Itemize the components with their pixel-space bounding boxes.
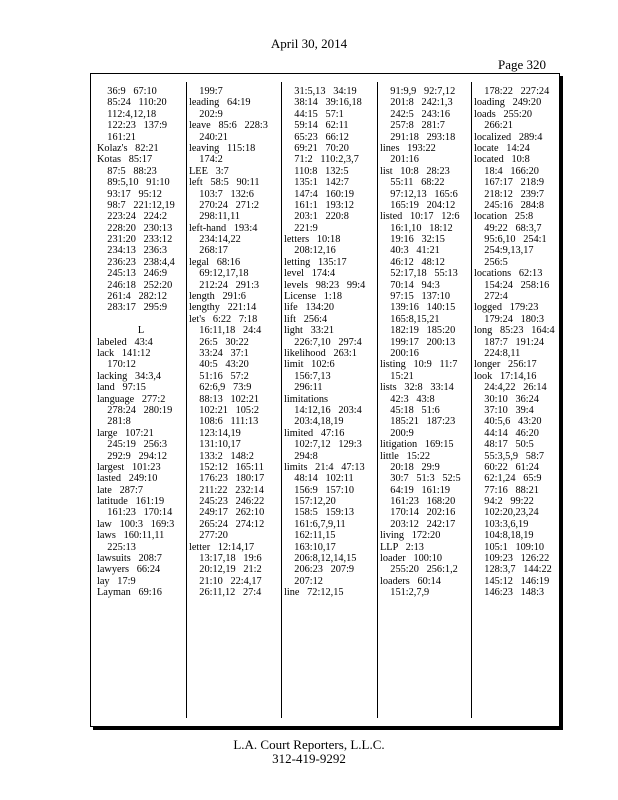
index-entry-line: 110:8 132:5 <box>284 165 349 177</box>
index-entry-line: 200:16 <box>380 347 419 359</box>
index-entry-line: 30:7 51:3 52:5 <box>380 473 461 485</box>
index-entry-line: 52:17,18 55:13 <box>380 268 458 280</box>
column-divider <box>186 82 187 718</box>
index-entry-line: likelihood 263:1 <box>284 347 357 359</box>
index-entry-line: 93:17 95:12 <box>97 188 162 200</box>
index-entry-line: listed 10:17 12:6 <box>380 211 460 223</box>
index-entry-line: 55:11 68:22 <box>380 177 445 189</box>
index-entry-line: 201:8 242:1,3 <box>380 97 453 109</box>
index-entry-line: 203:1 220:8 <box>284 211 349 223</box>
index-entry-line: Kotas 85:17 <box>97 154 153 166</box>
index-entry-line: 104:8,18,19 <box>474 530 534 542</box>
footer-phone: 312-419-9292 <box>272 751 346 766</box>
index-entry-line: light 33:21 <box>284 325 335 337</box>
index-entry-line: loads 255:20 <box>474 108 533 120</box>
index-entry-line: locate 14:24 <box>474 142 530 154</box>
index-entry-line: look 17:14,16 <box>474 370 537 382</box>
index-entry-line: 87:5 88:23 <box>97 165 157 177</box>
index-entry-line: loaders 60:14 <box>380 575 441 587</box>
section-letter: L <box>137 325 145 337</box>
index-entry-line: 95:6,10 254:1 <box>474 234 547 246</box>
index-entry-line: 249:17 262:10 <box>189 507 265 519</box>
index-entry-line: 55:3,5,9 58:7 <box>474 450 545 462</box>
index-entry-line: 18:4 166:20 <box>474 165 539 177</box>
index-entry-line: 37:10 39:4 <box>474 404 534 416</box>
index-entry-line: 221:9 <box>284 222 318 234</box>
index-entry-line: 30:10 36:24 <box>474 393 539 405</box>
index-entry-line: 187:7 191:24 <box>474 336 545 348</box>
index-entry-line: lack 141:12 <box>97 347 151 359</box>
index-entry-line: 40:5 43:20 <box>189 359 249 371</box>
index-entry-line: little 15:22 <box>380 450 431 462</box>
index-entry-line: 255:20 256:1,2 <box>380 564 458 576</box>
index-entry-line: 48:14 102:11 <box>284 473 354 485</box>
index-entry-line: line 72:12,15 <box>284 587 344 599</box>
index-entry-line: 176:23 180:17 <box>189 473 265 485</box>
index-entry-line: 185:21 187:23 <box>380 416 456 428</box>
index-entry-line: 71:2 110:2,3,7 <box>284 154 359 166</box>
index-entry-line: 294:8 <box>284 450 318 462</box>
index-entry-line: 44:15 57:1 <box>284 108 344 120</box>
index-entry-line: 94:2 99:22 <box>474 496 534 508</box>
index-entry-line: 182:19 185:20 <box>380 325 456 337</box>
index-entry-line: 77:16 88:21 <box>474 484 539 496</box>
index-entry-line: litigation 169:15 <box>380 439 454 451</box>
index-entry-line: 26:5 30:22 <box>189 336 249 348</box>
column-divider <box>281 82 282 718</box>
index-entry-line: 20:12,19 21:2 <box>189 564 262 576</box>
index-entry-line: 245:13 246:9 <box>97 268 168 280</box>
index-entry-line: 208:12,16 <box>284 245 336 257</box>
index-entry-line: 60:22 61:24 <box>474 461 539 473</box>
index-entry-line: labeled 43:4 <box>97 336 153 348</box>
index-entry-line: 151:2,7,9 <box>380 587 430 599</box>
index-entry-line: 48:17 50:5 <box>474 439 534 451</box>
index-entry-line: lengthy 221:14 <box>189 302 257 314</box>
index-entry-line: 42:3 43:8 <box>380 393 435 405</box>
index-entry-line: 69:12,17,18 <box>189 268 249 280</box>
index-entry-line: let's 6:22 7:18 <box>189 313 258 325</box>
index-entry-line: 281:8 <box>97 416 131 428</box>
index-entry-line: 156:9 157:10 <box>284 484 355 496</box>
index-entry-line: 245:23 246:22 <box>189 496 265 508</box>
index-entry-line: locations 62:13 <box>474 268 543 280</box>
index-column-1 <box>97 86 185 599</box>
index-entry-line: lines 193:22 <box>380 142 436 154</box>
index-entry-line: 97:15 137:10 <box>380 291 451 303</box>
index-entry-line: lift 256:4 <box>284 313 328 325</box>
index-entry-line: life 134:20 <box>284 302 335 314</box>
index-entry-line: 228:20 230:13 <box>97 222 173 234</box>
index-entry-line: 272:4 <box>474 291 508 303</box>
index-entry-line: latitude 161:19 <box>97 496 165 508</box>
index-entry-line: leave 85:6 228:3 <box>189 120 268 132</box>
index-entry-line: 236:23 238:4,4 <box>97 256 175 268</box>
index-entry-line: 161:21 <box>97 131 136 143</box>
index-entry-line: largest 101:23 <box>97 461 161 473</box>
index-entry-line: length 291:6 <box>189 291 246 303</box>
index-entry-line: loading 249:20 <box>474 97 542 109</box>
index-entry-line: 291:18 293:18 <box>380 131 456 143</box>
index-entry-line: 265:24 274:12 <box>189 518 265 530</box>
index-entry-line: 102:7,12 129:3 <box>284 439 362 451</box>
index-entry-line: late 287:7 <box>97 484 144 496</box>
index-entry-line: 283:17 295:9 <box>97 302 168 314</box>
index-entry-line: 51:16 57:2 <box>189 370 249 382</box>
index-entry-line: 246:18 252:20 <box>97 279 173 291</box>
index-entry-line: levels 98:23 99:4 <box>284 279 366 291</box>
index-entry-line: 162:11,15 <box>284 530 336 542</box>
index-entry-line: localized 289:4 <box>474 131 543 143</box>
index-entry-line: 161:6,7,9,11 <box>284 518 346 530</box>
index-entry-line: 44:14 46:20 <box>474 427 539 439</box>
index-entry-line: 16:1,10 18:12 <box>380 222 453 234</box>
index-entry-line: 21:10 22:4,17 <box>189 575 262 587</box>
index-entry-line: lists 32:8 33:14 <box>380 382 454 394</box>
index-entry-line: 103:3,6,19 <box>474 518 529 530</box>
index-entry-line: LEE 3:7 <box>189 165 229 177</box>
index-entry-line: 170:12 <box>97 359 136 371</box>
index-entry-line: 161:23 170:14 <box>97 507 173 519</box>
index-entry-line: 156:7,13 <box>284 370 331 382</box>
index-entry-line: 133:2 148:2 <box>189 450 254 462</box>
index-column-3 <box>284 86 376 599</box>
index-entry-line: 245:19 256:3 <box>97 439 168 451</box>
index-entry-line: 45:18 51:6 <box>380 404 440 416</box>
index-entry-line: 212:24 291:3 <box>189 279 260 291</box>
index-entry-line: 70:14 94:3 <box>380 279 440 291</box>
index-entry-line: located 10:8 <box>474 154 530 166</box>
index-entry-line: 207:12 <box>284 575 323 587</box>
index-entry-line: 278:24 280:19 <box>97 404 173 416</box>
index-entry-line: 122:23 137:9 <box>97 120 168 132</box>
index-entry-line: limitations <box>284 393 329 405</box>
index-entry-line: list 10:8 28:23 <box>380 165 450 177</box>
index-entry-line: 62:1,24 65:9 <box>474 473 542 485</box>
index-entry-line: 199:7 <box>189 86 223 97</box>
index-entry-line: 152:12 165:11 <box>189 461 264 473</box>
index-entry-line: 256:5 <box>474 256 508 268</box>
index-entry-line: 15:21 <box>380 370 414 382</box>
index-entry-line: 135:1 142:7 <box>284 177 349 189</box>
index-entry-line: 268:17 <box>189 245 228 257</box>
index-entry-line: 199:17 200:13 <box>380 336 456 348</box>
index-entry-line: 231:20 233:12 <box>97 234 173 246</box>
index-entry-line: 234:14,22 <box>189 234 241 246</box>
index-entry-line: leaving 115:18 <box>189 142 256 154</box>
index-entry-line: 165:8,15,21 <box>380 313 440 325</box>
index-entry-line: 36:9 67:10 <box>97 86 157 97</box>
page-number: Page 320 <box>497 57 546 72</box>
index-column-4 <box>380 86 472 599</box>
index-entry-line: 91:9,9 92:7,12 <box>380 86 456 97</box>
index-entry-line: 131:10,17 <box>189 439 241 451</box>
index-entry-line: 161:23 168:20 <box>380 496 456 508</box>
index-entry-line: limit 102:6 <box>284 359 335 371</box>
index-entry-line: 98:7 221:12,19 <box>97 199 175 211</box>
index-entry-line: Kolaz's 82:21 <box>97 142 159 154</box>
index-entry-line: 242:5 243:16 <box>380 108 451 120</box>
index-entry-line: 109:23 126:22 <box>474 553 550 565</box>
index-entry-line: 14:12,16 203:4 <box>284 404 362 416</box>
index-entry-line: lasted 249:10 <box>97 473 158 485</box>
index-entry-line: law 100:3 169:3 <box>97 518 175 530</box>
index-entry-line: level 174:4 <box>284 268 336 280</box>
index-entry-line: 103:7 132:6 <box>189 188 254 200</box>
index-entry-line: 123:14,19 <box>189 427 241 439</box>
index-entry-line: loader 100:10 <box>380 553 443 565</box>
index-entry-line: letters 10:18 <box>284 234 341 246</box>
index-entry-line: LLP 2:13 <box>380 541 424 553</box>
index-entry-line: 211:22 232:14 <box>189 484 264 496</box>
index-entry-line: lawsuits 208:7 <box>97 553 162 565</box>
index-entry-line: 261:4 282:12 <box>97 291 168 303</box>
index-entry-line: lawyers 66:24 <box>97 564 161 576</box>
index-entry-line: letting 135:17 <box>284 256 347 268</box>
index-entry-line: 49:22 68:3,7 <box>474 222 542 234</box>
index-entry-line: 206:23 207:9 <box>284 564 355 576</box>
index-entry-line: limited 47:16 <box>284 427 345 439</box>
index-entry-line: 102:20,23,24 <box>474 507 539 519</box>
index-entry-line: listing 10:9 11:7 <box>380 359 458 371</box>
index-entry-line: 40:3 41:21 <box>380 245 440 257</box>
index-entry-line: 157:12,20 <box>284 496 336 508</box>
page-date: April 30, 2014 <box>270 36 348 51</box>
index-entry-line: 88:13 102:21 <box>189 393 260 405</box>
index-entry-line: logged 179:23 <box>474 302 539 314</box>
index-entry-line: Layman 69:16 <box>97 587 162 599</box>
index-entry-line: 226:7,10 297:4 <box>284 336 362 348</box>
index-entry-line: 206:8,12,14,15 <box>284 553 357 565</box>
index-entry-line: 145:12 146:19 <box>474 575 550 587</box>
index-entry-line: lacking 34:3,4 <box>97 370 162 382</box>
index-entry-line: limits 21:4 47:13 <box>284 461 365 473</box>
index-entry-line: 179:24 180:3 <box>474 313 545 325</box>
index-entry-line: longer 256:17 <box>474 359 537 371</box>
index-entry-line: 26:11,12 27:4 <box>189 587 262 599</box>
index-entry-line: 16:11,18 24:4 <box>189 325 262 337</box>
index-entry-line: 139:16 140:15 <box>380 302 456 314</box>
index-entry-line: 158:5 159:13 <box>284 507 355 519</box>
index-entry-line: 201:16 <box>380 154 419 166</box>
index-entry-line: 240:21 <box>189 131 228 143</box>
index-entry-line: left 58:5 90:11 <box>189 177 260 189</box>
index-entry-line: 254:9,13,17 <box>474 245 534 257</box>
index-entry-line: 225:13 <box>97 541 136 553</box>
index-entry-line: 62:6,9 73:9 <box>189 382 252 394</box>
index-entry-line: letter 12:14,17 <box>189 541 255 553</box>
index-entry-line: location 25:8 <box>474 211 534 223</box>
footer-company: L.A. Court Reporters, L.L.C. <box>233 737 385 752</box>
index-entry-line: 270:24 271:2 <box>189 199 260 211</box>
index-entry-line: 218:12 239:7 <box>474 188 545 200</box>
index-entry-line: 46:12 48:12 <box>380 256 445 268</box>
index-entry-line: 174:2 <box>189 154 223 166</box>
index-entry-line: land 97:15 <box>97 382 146 394</box>
index-entry-line: 223:24 224:2 <box>97 211 168 223</box>
index-frame <box>90 73 560 727</box>
index-entry-line: 33:24 37:1 <box>189 347 249 359</box>
index-entry-line: 13:17,18 19:6 <box>189 553 262 565</box>
index-entry-line: 224:8,11 <box>474 347 521 359</box>
index-entry-line: 89:5,10 91:10 <box>97 177 170 189</box>
index-entry-line: 202:9 <box>189 108 223 120</box>
column-divider <box>471 82 472 718</box>
index-entry-line: 167:17 218:9 <box>474 177 545 189</box>
index-entry-line: 85:24 110:20 <box>97 97 167 109</box>
index-entry-line: language 277:2 <box>97 393 166 405</box>
index-entry-line: 298:11,11 <box>189 211 241 223</box>
index-entry-line: 40:5,6 43:20 <box>474 416 542 428</box>
index-entry-line: 296:11 <box>284 382 323 394</box>
index-entry-line: 38:14 39:16,18 <box>284 97 362 109</box>
index-entry-line: 203:12 242:17 <box>380 518 456 530</box>
index-entry-line: 65:23 66:12 <box>284 131 349 143</box>
index-entry-line: 161:1 193:12 <box>284 199 355 211</box>
index-entry-line: 147:4 160:19 <box>284 188 355 200</box>
index-entry-line: 257:8 281:7 <box>380 120 445 132</box>
index-entry-line <box>97 314 185 325</box>
index-entry-line: 128:3,7 144:22 <box>474 564 552 576</box>
index-entry-line: 59:14 62:11 <box>284 120 349 132</box>
index-entry-line: 31:5,13 34:19 <box>284 86 357 97</box>
index-entry-line: large 107:21 <box>97 427 154 439</box>
index-entry-line: 245:16 284:8 <box>474 199 545 211</box>
index-entry-line: 203:4,18,19 <box>284 416 344 428</box>
index-entry-line: 69:21 70:20 <box>284 142 349 154</box>
index-entry-line: 19:16 32:15 <box>380 234 445 246</box>
index-entry-line: 146:23 148:3 <box>474 587 545 599</box>
index-entry-line: 24:4,22 26:14 <box>474 382 547 394</box>
index-entry-line: 20:18 29:9 <box>380 461 440 473</box>
index-entry-line: 292:9 294:12 <box>97 450 168 462</box>
column-divider <box>377 82 378 718</box>
index-entry-line: License 1:18 <box>284 291 343 303</box>
index-entry-line: 163:10,17 <box>284 541 336 553</box>
index-entry-line: 64:19 161:19 <box>380 484 451 496</box>
index-entry-line: 178:22 227:24 <box>474 86 550 97</box>
index-entry-line: 266:21 <box>474 120 513 132</box>
index-entry-line: leading 64:19 <box>189 97 251 109</box>
index-entry-line: 234:13 236:3 <box>97 245 168 257</box>
index-entry-line: left-hand 193:4 <box>189 222 258 234</box>
index-entry-line: 154:24 258:16 <box>474 279 550 291</box>
index-entry-line: 102:21 105:2 <box>189 404 260 416</box>
index-entry-line: 112:4,12,18 <box>97 108 157 120</box>
index-entry-line: 277:20 <box>189 530 228 542</box>
index-entry-line: 97:12,13 165:6 <box>380 188 458 200</box>
index-entry-line: long 85:23 164:4 <box>474 325 555 337</box>
index-entry-line: 105:1 109:10 <box>474 541 545 553</box>
index-column-5 <box>474 86 558 599</box>
index-column-2 <box>189 86 281 599</box>
index-entry-line: 170:14 202:16 <box>380 507 456 519</box>
index-entry-line: legal 68:16 <box>189 256 241 268</box>
footer <box>0 738 618 766</box>
index-entry-line: 200:9 <box>380 427 414 439</box>
index-entry-line: 165:19 204:12 <box>380 199 456 211</box>
index-entry-line: laws 160:11,11 <box>97 530 165 542</box>
index-entry-line: lay 17:9 <box>97 575 136 587</box>
index-entry-line: living 172:20 <box>380 530 441 542</box>
index-entry-line: 108:6 111:13 <box>189 416 259 428</box>
